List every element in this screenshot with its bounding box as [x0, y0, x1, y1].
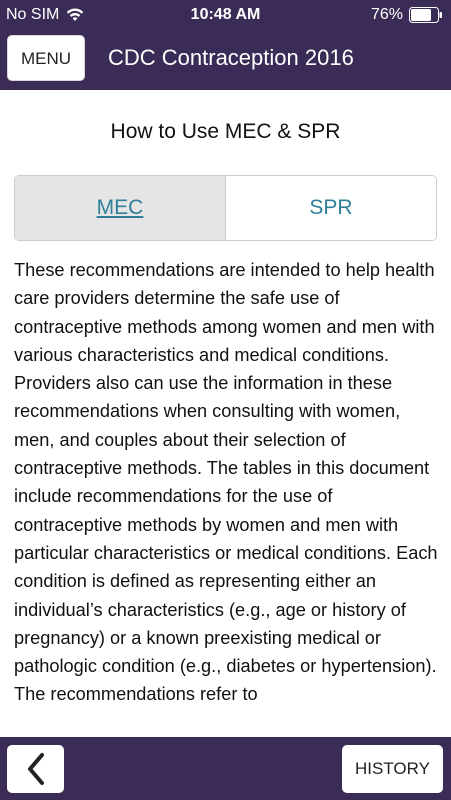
body-paragraph: These recommendations are intended to help health care providers determine the safe use of contraceptive methods among women and men with various characteristics and medical conditions. Providers also can use the information in these recommendations when consulting with women, men, and couples about their selection of contraceptive methods. The tables in this document include recommendations for the use of contraceptive methods by women and men with particular characteristics or medical conditions. Each condition is defined as representing either an individual’s characteristics (e.g., age or history of pregnancy) or a known preexisting medical or pathologic condition (e.g., diabetes or hypertension). The recommendations refer to — [14, 260, 438, 705]
chevron-left-icon — [26, 752, 46, 786]
status-bar — [0, 0, 451, 30]
bottom-bar — [0, 737, 451, 800]
app-title: CDC Contraception 2016 — [108, 45, 354, 70]
menu-button[interactable]: MENU — [7, 35, 85, 81]
battery-icon — [409, 7, 443, 23]
status-right — [371, 6, 443, 24]
tab-spr[interactable]: SPR — [225, 176, 436, 240]
page-title: How to Use MEC & SPR — [110, 120, 341, 143]
battery-percent: 76% — [370, 6, 403, 23]
segmented-control — [14, 175, 437, 241]
top-bar — [0, 0, 451, 90]
tab-mec[interactable]: MEC — [15, 176, 225, 240]
carrier-label: No SIM — [6, 6, 60, 23]
status-time: 10:48 AM — [190, 6, 261, 23]
history-button[interactable]: HISTORY — [342, 745, 443, 793]
back-button[interactable] — [7, 745, 64, 793]
